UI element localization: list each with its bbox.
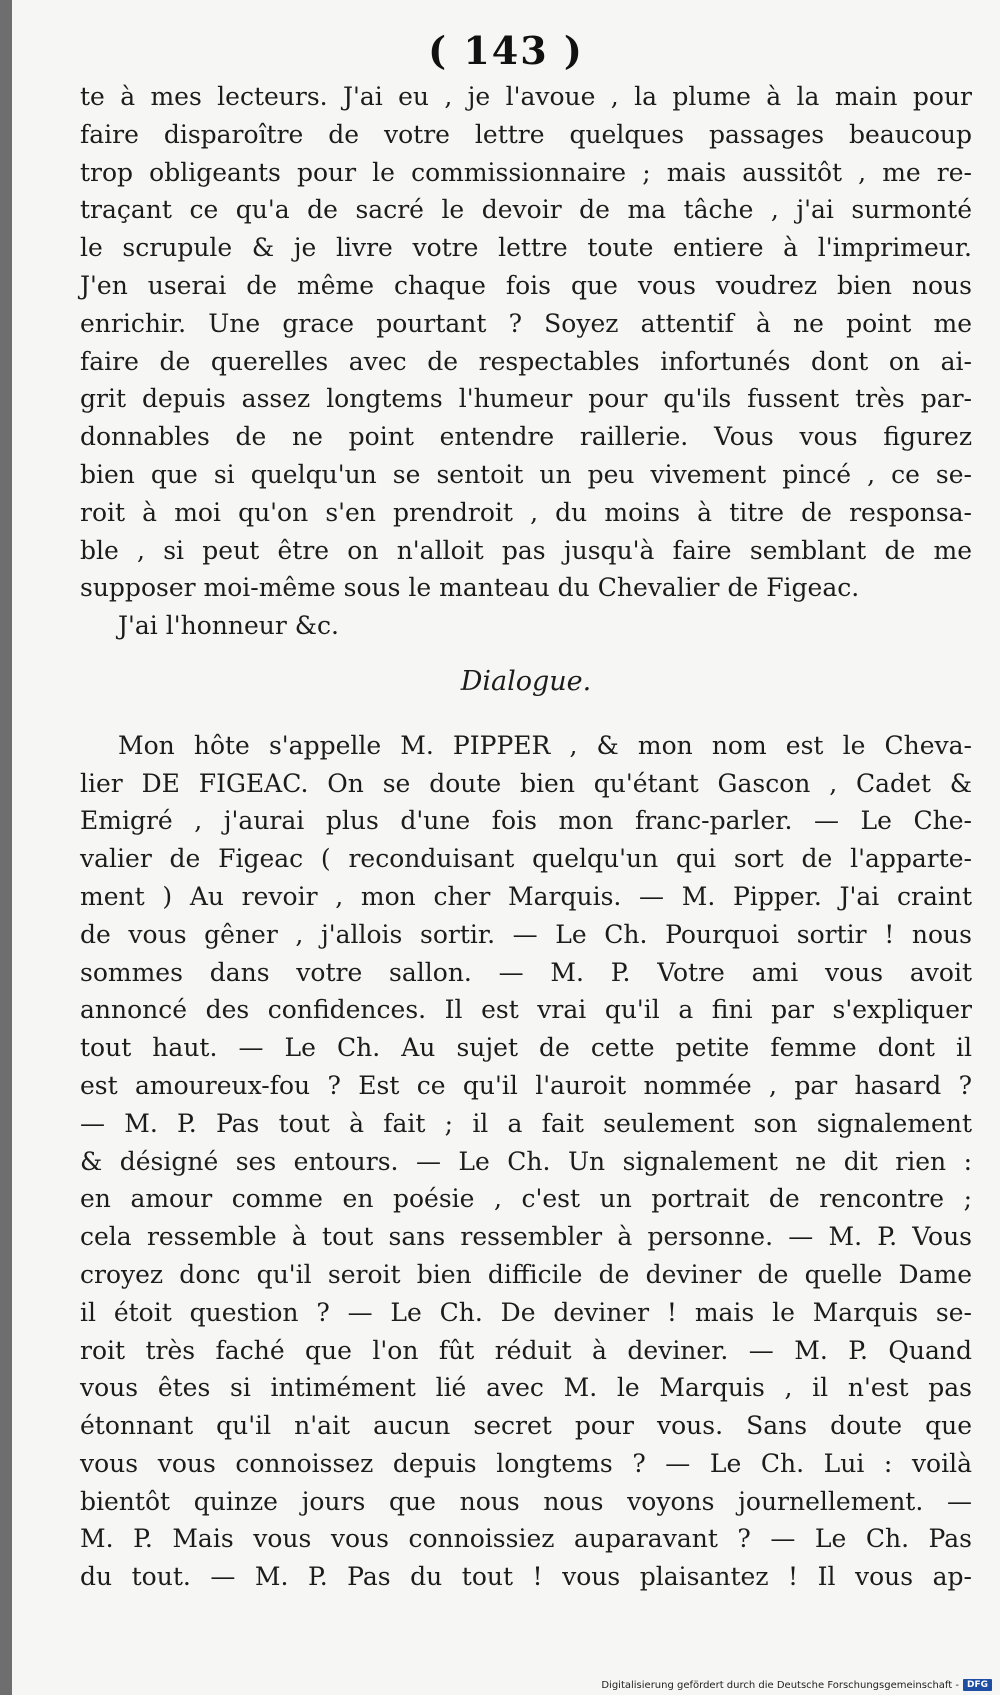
letter-line: grit depuis assez longtems l'humeur pour qu'ils fussent très par- xyxy=(80,384,972,414)
dialogue-line: étonnant qu'il n'ait aucun secret pour vous. Sans doute que xyxy=(80,1411,972,1441)
letter-line: ble , si peut être on n'alloit pas jusqu'à faire semblant de me xyxy=(80,535,972,565)
dialogue-line: Emigré , j'aurai plus d'une fois mon franc-parler. — Le Che- xyxy=(80,806,972,836)
footer-credit: Digitalisierung gefördert durch die Deutsche Forschungsgemeinschaft - xyxy=(601,1679,959,1691)
digitization-footer xyxy=(601,1679,992,1691)
dialogue-line: vous êtes si intimément lié avec M. le Marquis , il n'est pas xyxy=(80,1373,972,1403)
letter-text xyxy=(80,78,972,607)
dialogue-heading: Dialogue. xyxy=(460,665,592,697)
dialogue-text xyxy=(80,727,972,1596)
letter-line: donnables de ne point entendre raillerie. Vous vous figurez xyxy=(80,422,972,452)
dialogue-line: valier de Figeac ( reconduisant quelqu'un qui sort de l'apparte- xyxy=(80,844,972,874)
letter-line: traçant ce qu'a de sacré le devoir de ma tâche , j'ai surmonté xyxy=(80,195,972,225)
letter-line: trop obligeants pour le commissionnaire ; mais aussitôt , me re- xyxy=(80,157,972,187)
dfg-logo: DFG xyxy=(963,1679,992,1691)
dialogue-line: roit très faché que l'on fût réduit à deviner. — M. P. Quand xyxy=(80,1335,972,1365)
dialogue-line: ment ) Au revoir , mon cher Marquis. — M. Pipper. J'ai craint xyxy=(80,881,972,911)
page-number: ( 143 ) xyxy=(428,28,584,73)
letter-line: enrichir. Une grace pourtant ? Soyez attentif à ne point me xyxy=(80,308,972,338)
dialogue-line: vous vous connoissez depuis longtems ? — Le Ch. Lui : voilà xyxy=(80,1448,972,1478)
dialogue-line: cela ressemble à tout sans ressembler à personne. — M. P. Vous xyxy=(80,1222,972,1252)
dialogue-line: & désigné ses entours. — Le Ch. Un signalement ne dit rien : xyxy=(80,1146,972,1176)
dialogue-line: il étoit question ? — Le Ch. De deviner ! mais le Marquis se- xyxy=(80,1297,972,1327)
dialogue-line: lier DE FIGEAC. On se doute bien qu'étant Gascon , Cadet & xyxy=(80,768,972,798)
dialogue-line: de vous gêner , j'allois sortir. — Le Ch. Pourquoi sortir ! nous xyxy=(80,919,972,949)
page-text xyxy=(80,78,972,1596)
dialogue-line: sommes dans votre sallon. — M. P. Votre ami vous avoit xyxy=(80,957,972,987)
book-page xyxy=(12,0,1000,1695)
letter-line: te à mes lecteurs. J'ai eu , je l'avoue , la plume à la main pour xyxy=(80,82,972,111)
letter-line: faire de querelles avec de respectables infortunés dont on ai- xyxy=(80,346,972,376)
dialogue-line: est amoureux-fou ? Est ce qu'il l'auroit nommée , par hasard ? xyxy=(80,1070,972,1100)
dialogue-line: — M. P. Pas tout à fait ; il a fait seulement son signalement xyxy=(80,1108,972,1138)
letter-line: faire disparoître de votre lettre quelques passages beaucoup xyxy=(80,119,972,149)
letter-line: le scrupule & je livre votre lettre toute entiere à l'imprimeur. xyxy=(80,233,972,263)
dialogue-line: tout haut. — Le Ch. Au sujet de cette petite femme dont il xyxy=(80,1033,972,1063)
dialogue-line: annoncé des confidences. Il est vrai qu'il a fini par s'expliquer xyxy=(80,995,972,1025)
letter-line: J'en userai de même chaque fois que vous voudrez bien nous xyxy=(80,270,972,300)
dialogue-line: du tout. — M. P. Pas du tout ! vous plaisantez ! Il vous ap- xyxy=(80,1562,972,1592)
closing-line: J'ai l'honneur &c. xyxy=(118,611,339,641)
letter-line: supposer moi-même sous le manteau du Chevalier de Figeac. xyxy=(80,573,860,603)
dialogue-line: en amour comme en poésie , c'est un portrait de rencontre ; xyxy=(80,1184,972,1214)
dialogue-line: Mon hôte s'appelle M. PIPPER , & mon nom est le Cheva- xyxy=(118,730,972,760)
letter-line: bien que si quelqu'un se sentoit un peu vivement pincé , ce se- xyxy=(80,459,972,489)
dialogue-line: croyez donc qu'il seroit bien difficile de deviner de quelle Dame xyxy=(80,1259,972,1289)
dialogue-line: bientôt quinze jours que nous nous voyons journellement. — xyxy=(80,1486,972,1516)
dialogue-line: M. P. Mais vous vous connoissiez auparavant ? — Le Ch. Pas xyxy=(80,1524,972,1554)
letter-line: roit à moi qu'on s'en prendroit , du moins à titre de responsa- xyxy=(80,497,972,527)
